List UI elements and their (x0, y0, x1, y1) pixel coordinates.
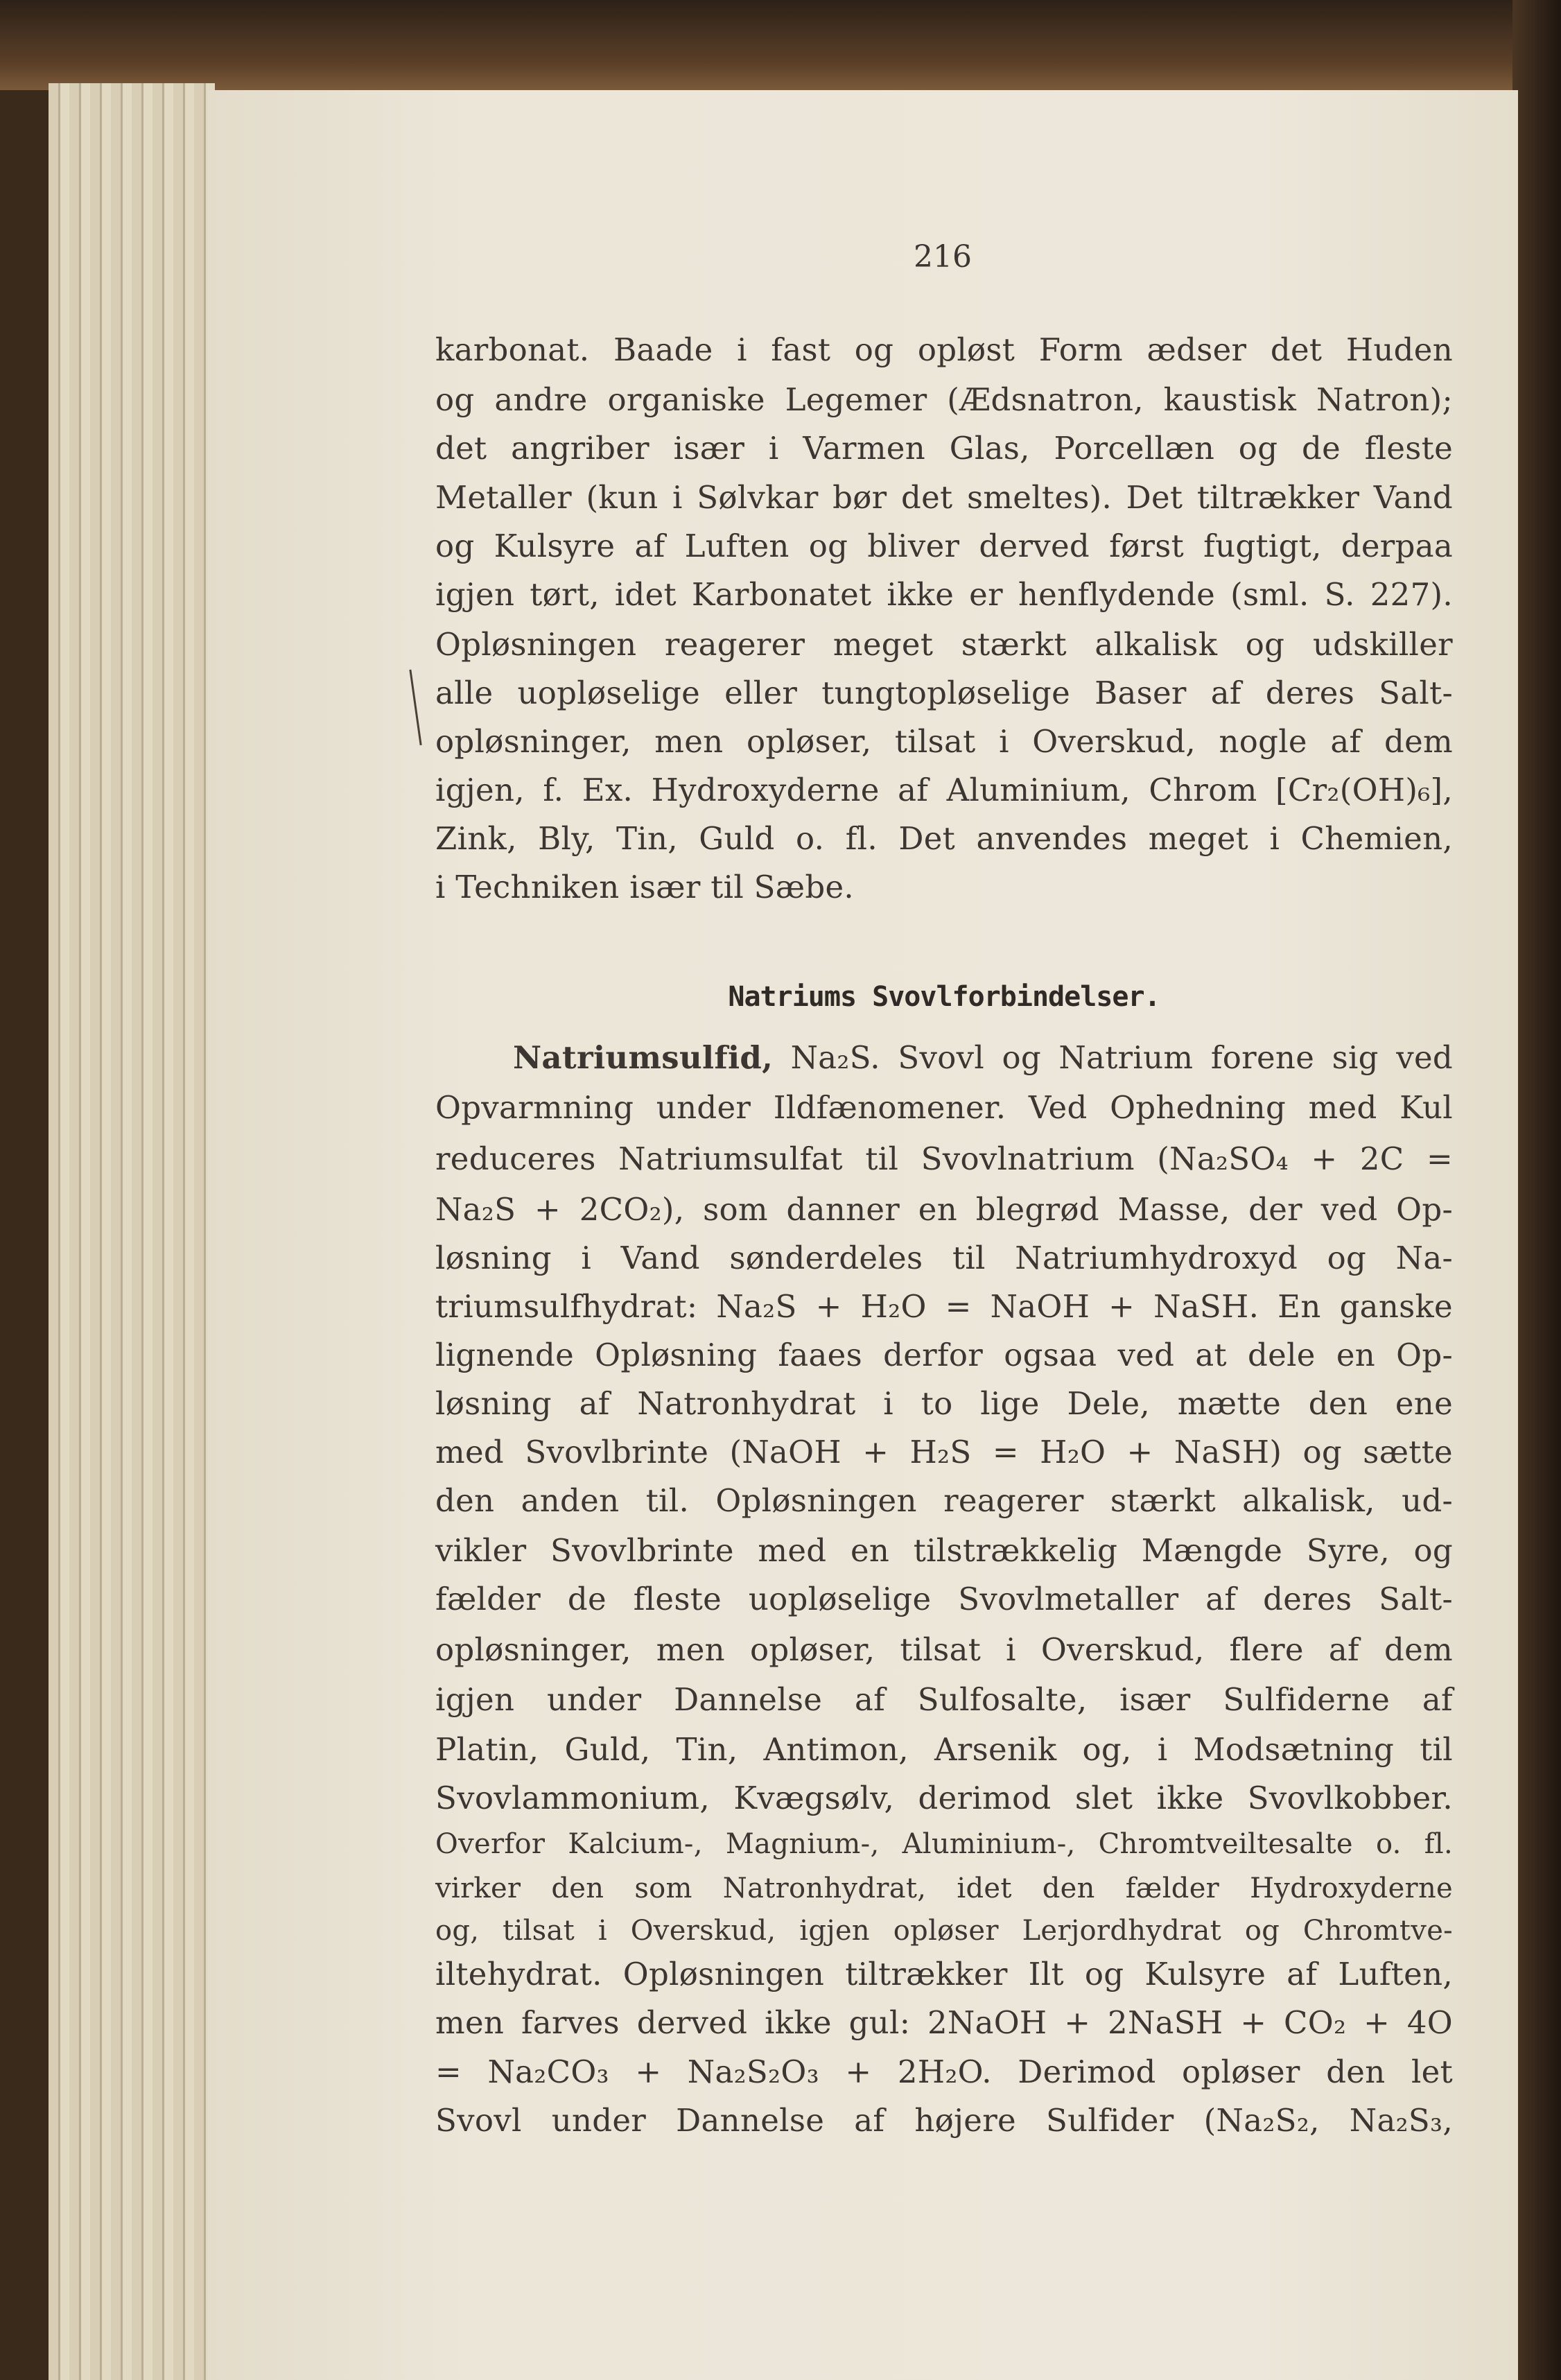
paragraph-line: Zink, Bly, Tin, Guld o. fl. Det anvendes meget i Chemien, (435, 820, 1453, 858)
paragraph-line: løsning i Vand sønderdeles til Natriumhydroxyd og Na- (435, 1239, 1453, 1276)
paragraph-line: og andre organiske Legemer (Ædsnatron, kaustisk Natron); (435, 381, 1453, 419)
book-cover-top (0, 0, 1561, 90)
paragraph-line: opløsninger, men opløser, tilsat i Overskud, flere af dem (435, 1631, 1453, 1668)
paragraph-line (513, 1039, 1453, 1076)
paragraph-line: triumsulfhydrat: Na₂S + H₂O = NaOH + NaSH. En ganske (435, 1287, 1453, 1325)
paragraph-line: og, tilsat i Overskud, igjen opløser Lerjordhydrat og Chromtve- (435, 1915, 1453, 1947)
paragraph-line: Svovlammonium, Kvægsølv, derimod slet ikke Svovlkobber. (435, 1780, 1453, 1817)
paragraph-line: løsning af Natronhydrat i to lige Dele, mætte den ene (435, 1384, 1453, 1422)
paragraph-line: i Techniken især til Sæbe. (435, 869, 855, 906)
paragraph-line: karbonat. Baade i fast og opløst Form ædser det Huden (435, 331, 1453, 369)
term-natriumsulfid: Natriumsulfid, (513, 1039, 774, 1076)
paragraph-line: igjen under Dannelse af Sulfosalte, især Sulfiderne af (435, 1680, 1453, 1718)
paragraph-line: men farves derved ikke gul: 2NaOH + 2NaSH + CO₂ + 4O (435, 2004, 1453, 2042)
paragraph-line: reduceres Natriumsulfat til Svovlnatrium (Na₂SO₄ + 2C = (435, 1140, 1453, 1178)
page-edges (49, 83, 215, 2380)
paragraph-line: opløsninger, men opløser, tilsat i Overskud, nogle af dem (435, 723, 1453, 761)
paragraph-line: = Na₂CO₃ + Na₂S₂O₃ + 2H₂O. Derimod opløser den let (435, 2053, 1453, 2090)
paragraph-line: Overfor Kalcium-, Magnium-, Aluminium-, Chromtveiltesalte o. fl. (435, 1828, 1453, 1861)
paragraph-line: Metaller (kun i Sølvkar bør det smeltes). Det tiltrækker Vand (435, 478, 1453, 516)
paragraph-line: det angriber især i Varmen Glas, Porcellæn og de fleste (435, 430, 1453, 467)
page-number: 216 (914, 239, 972, 275)
paragraph-line: fælder de fleste uopløselige Svovlmetaller af deres Salt- (435, 1581, 1453, 1618)
paragraph-line: Svovl under Dannelse af højere Sulfider (Na₂S₂, Na₂S₃, (435, 2101, 1453, 2139)
line-text: Na₂S. Svovl og Natrium forene sig ved (790, 1039, 1454, 1076)
paragraph-line: Opløsningen reagerer meget stærkt alkalisk og udskiller (435, 625, 1453, 663)
paragraph-line: og Kulsyre af Luften og bliver derved først fugtigt, derpaa (435, 527, 1453, 564)
paragraph-line: igjen tørt, idet Karbonatet ikke er henflydende (sml. S. 227). (435, 575, 1453, 613)
book-cover-right (1512, 0, 1561, 2380)
paragraph-line: den anden til. Opløsningen reagerer stærkt alkalisk, ud- (435, 1482, 1453, 1520)
section-heading: Natriums Svovlforbindelser. (728, 981, 1160, 1013)
paragraph-line: alle uopløselige eller tungtopløselige Baser af deres Salt- (435, 675, 1453, 712)
paragraph-line: Platin, Guld, Tin, Antimon, Arsenik og, i Modsætning til (435, 1731, 1453, 1769)
paragraph-line: Opvarmning under Ildfænomener. Ved Ophedning med Kul (435, 1088, 1453, 1126)
paragraph-line: med Svovlbrinte (NaOH + H₂S = H₂O + NaSH) og sætte (435, 1434, 1453, 1471)
paragraph-line: igjen, f. Ex. Hydroxyderne af Aluminium, Chrom [Cr₂(OH)₆], (435, 772, 1453, 809)
paragraph-line: vikler Svovlbrinte med en tilstrækkelig Mængde Syre, og (435, 1532, 1453, 1570)
paragraph-line: iltehydrat. Opløsningen tiltrækker Ilt og Kulsyre af Luften, (435, 1956, 1453, 1993)
paragraph-line: Na₂S + 2CO₂), som danner en blegrød Masse, der ved Op- (435, 1190, 1453, 1228)
paragraph-line: virker den som Natronhydrat, idet den fælder Hydroxyderne (435, 1872, 1453, 1904)
paragraph-line: lignende Opløsning faaes derfor ogsaa ved at dele en Op- (435, 1336, 1453, 1373)
